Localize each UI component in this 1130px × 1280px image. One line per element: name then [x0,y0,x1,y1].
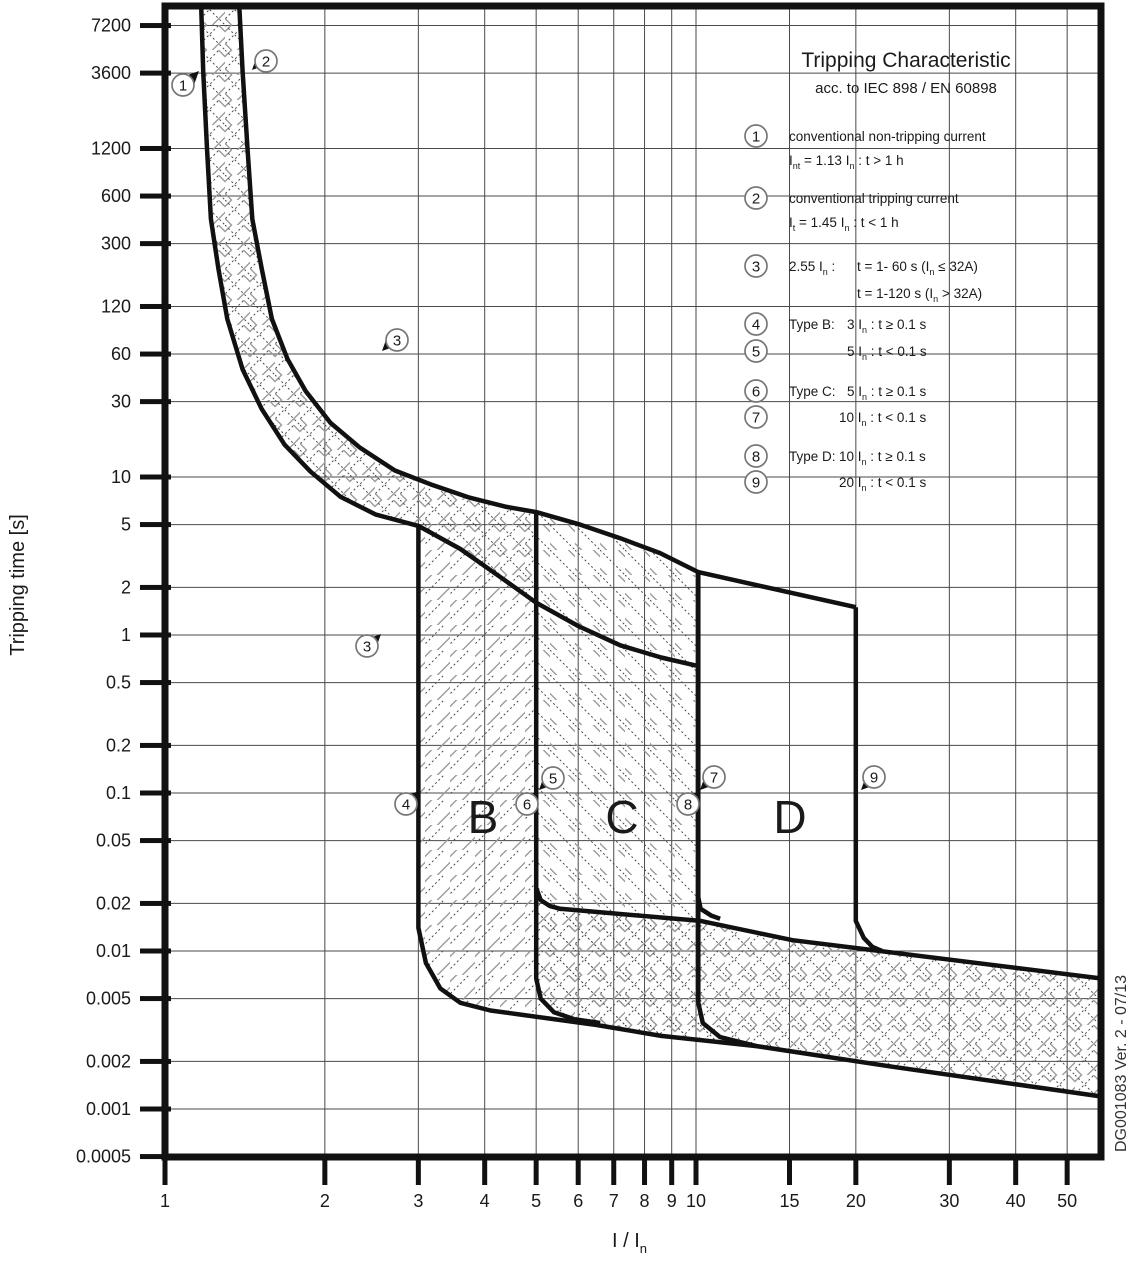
y-tick-label: 0.0005 [75,1146,131,1167]
legend-text: Type C: [789,384,836,399]
x-tick [416,1157,421,1185]
annotation-number: 6 [522,796,532,814]
x-tick-label: 6 [573,1191,584,1211]
legend-text: 2.55 $I_n$ : [789,259,836,277]
x-tick-label: 40 [1005,1191,1026,1211]
region-letter-B: B [467,791,499,843]
annotation-number: 8 [751,448,761,466]
x-tick-label: 20 [845,1191,866,1211]
y-tick [140,743,171,748]
y-tick-label: 0.02 [95,893,131,914]
magnetic-band-hatch [536,900,1101,1096]
annotation-number: 1 [751,128,761,146]
legend-text: $I_{nt} = 1.13$ $I_n$ : t > 1 h [789,153,904,171]
legend-text: 10 $I_n$ : t < 0.1 s [839,410,927,428]
y-tick [140,791,171,796]
y-tick [140,522,171,527]
y-tick-label: 0.05 [95,830,131,851]
y-tick-label: 1200 [90,138,131,159]
region-letter-C: C [605,791,639,843]
x-tick [611,1157,616,1185]
x-tick [853,1157,858,1185]
x-tick-label: 8 [639,1191,650,1211]
legend-text: conventional tripping current [789,191,959,206]
page-title: Tripping Characteristic [801,49,1011,72]
y-tick-label: 0.1 [105,783,131,803]
y-tick [140,680,171,685]
legend-text: Type B: [789,317,835,332]
y-tick [140,585,171,590]
y-tick [140,146,171,151]
legend-text: 20 $I_n$ : t < 0.1 s [839,475,927,493]
annotation-number: 3 [751,258,761,276]
y-tick-label: 600 [100,186,131,207]
annotation-number: 9 [869,769,879,787]
x-tick-label: 1 [159,1191,171,1211]
x-tick [694,1157,699,1185]
legend-text: t = 1-120 s $(I_n > 32A)$ [857,286,983,304]
y-tick [140,949,171,954]
y-tick [140,304,171,309]
annotation-number: 5 [751,343,761,361]
y-tick-label: 300 [100,233,131,254]
x-tick-label: 3 [413,1191,424,1211]
y-tick [140,352,171,357]
annotation-number: 3 [392,332,402,350]
y-tick-label: 7200 [90,15,131,36]
annotation-number: 2 [751,190,761,208]
y-tick [140,633,171,638]
y-tick [140,71,171,76]
x-tick-label: 9 [666,1191,677,1211]
legend-text: 10 $I_n$ : t ≥ 0.1 s [839,449,926,467]
document-id-note: DG001083 Ver. 2 - 07/13 [1113,974,1130,1152]
y-tick [140,1059,171,1064]
x-tick-label: 7 [608,1191,619,1211]
x-axis-title-main: I / I [612,1230,640,1252]
y-tick [140,1107,171,1112]
page-subtitle: acc. to IEC 898 / EN 60898 [815,80,997,97]
annotation-number: 8 [683,796,693,814]
x-tick [1013,1157,1018,1185]
y-tick-label: 10 [110,467,131,487]
x-tick [576,1157,581,1185]
y-tick [140,399,171,404]
y-tick-label: 120 [100,296,131,317]
y-tick-label: 5 [120,514,131,535]
y-tick [140,838,171,843]
x-tick-label: 2 [319,1191,330,1211]
x-tick [642,1157,647,1185]
y-tick-label: 3600 [90,63,131,84]
legend-text: t = 1- 60 s $(I_n \le 32A)$ [857,259,978,277]
annotation-number: 7 [751,409,761,427]
y-tick-label: 0.5 [105,672,131,693]
annotation-number: 6 [751,383,761,401]
x-tick-label: 4 [479,1191,490,1211]
y-tick [140,996,171,1001]
x-axis-title [612,1230,647,1256]
y-tick-label: 30 [110,391,131,412]
y-tick [140,475,171,480]
y-tick-label: 2 [120,577,131,598]
x-tick [163,1157,168,1185]
x-tick [1065,1157,1070,1185]
x-tick-label: 5 [531,1191,542,1211]
annotation-number: 4 [751,316,761,334]
annotation-number: 2 [261,53,271,71]
y-tick [140,194,171,199]
x-tick-label: 10 [685,1191,707,1211]
y-tick-label: 0.002 [85,1051,131,1072]
y-tick-label: 1 [120,625,131,645]
y-tick-label: 0.001 [85,1099,131,1119]
y-tick [140,241,171,246]
legend-text: 5 $I_n$ : t ≥ 0.1 s [847,384,927,402]
legend-text: 5 $I_n$ : t < 0.1 s [847,344,927,362]
legend-text: $I_t = 1.45$ $I_n$ : t < 1 h [789,215,899,233]
x-tick [322,1157,327,1185]
legend-text: Type D: [789,449,836,464]
annotation-number: 4 [401,796,411,814]
region-letter-D: D [773,791,807,843]
y-tick [140,901,171,906]
annotation-number: 5 [548,770,558,788]
x-tick [482,1157,487,1185]
annotation-number: 9 [751,474,761,492]
x-axis-title-sub: n [639,1241,648,1256]
y-tick-label: 0.2 [105,735,131,756]
legend-text: conventional non-tripping current [789,129,986,144]
y-tick-label: 0.005 [85,988,131,1009]
y-tick [140,23,171,28]
annotation-number: 1 [178,77,188,95]
x-tick-label: 15 [779,1191,800,1211]
annotation-number: 3 [362,638,372,656]
x-tick-label: 50 [1057,1191,1078,1211]
y-axis-title: Tripping time [s] [7,514,29,656]
annotation-number: 7 [709,769,719,787]
x-tick [787,1157,792,1185]
y-tick-label: 60 [110,344,131,365]
x-tick [947,1157,952,1185]
x-tick-label: 30 [939,1191,960,1211]
legend-text: 3 $I_n$ : t ≥ 0.1 s [847,317,927,335]
y-tick-label: 0.01 [95,941,131,961]
x-tick [669,1157,674,1185]
x-tick [534,1157,539,1185]
